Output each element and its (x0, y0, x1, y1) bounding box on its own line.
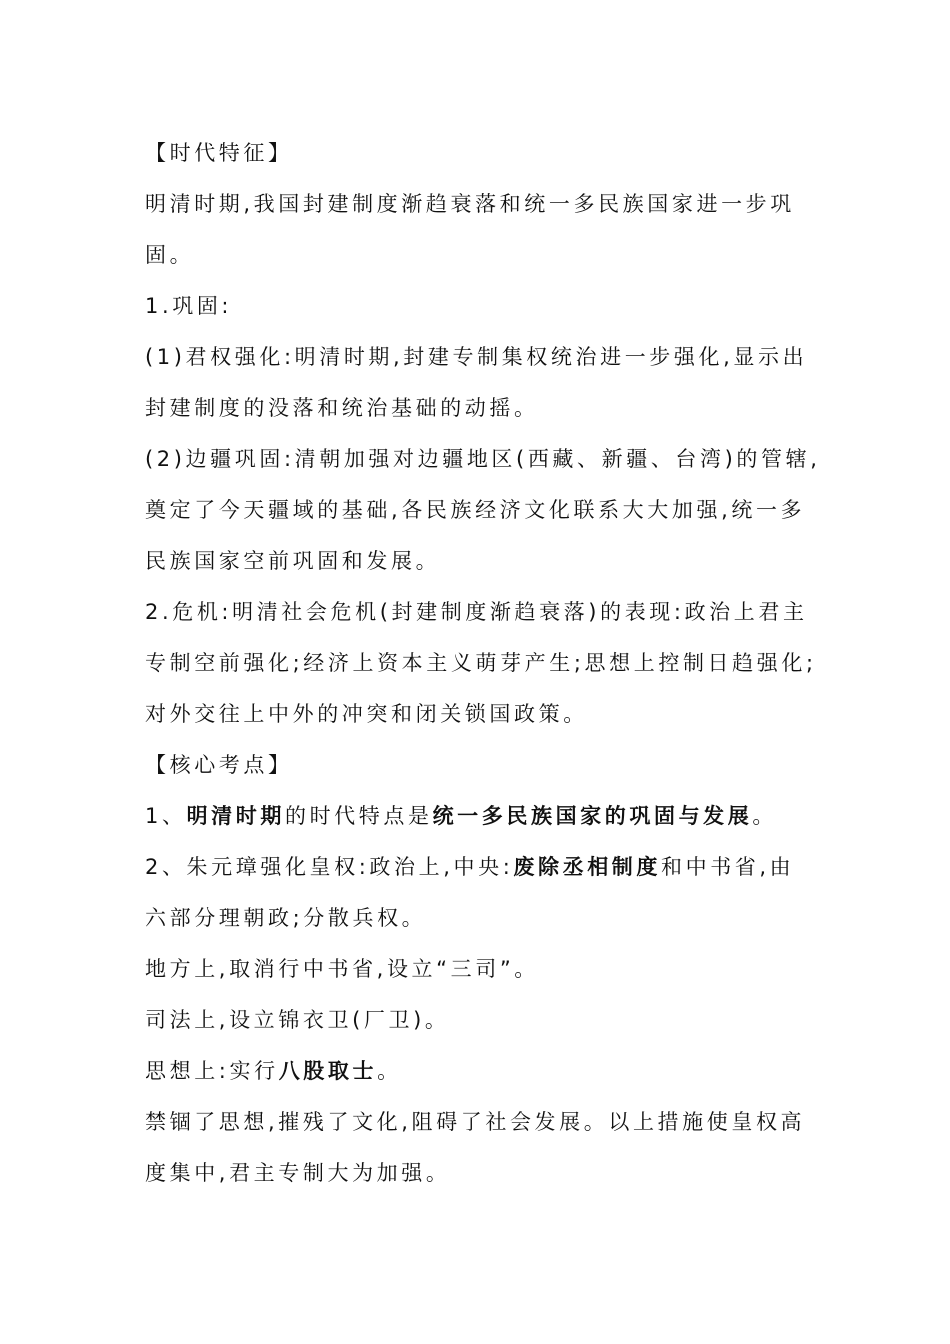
core-point-1-bold-feature: 统一多民族国家的巩固与发展 (432, 804, 753, 828)
core-point-thought (145, 1046, 815, 1097)
text-line: 1.巩固: (145, 294, 233, 318)
text-line: 六部分理朝政;分散兵权。 (145, 906, 427, 930)
text-line: 司法上,设立锦衣卫(厂卫)。 (145, 1008, 450, 1032)
text-line: 专制空前强化;经济上资本主义萌芽产生;思想上控制日趋强化; (145, 651, 817, 675)
core-point-2-text: 2、朱元璋强化皇权:政治上,中央: (145, 855, 514, 879)
core-point-2-bold: 废除丞相制度 (513, 855, 661, 879)
core-point-2-text-end: 和中书省,由 (661, 855, 795, 879)
text-line: 民族国家空前巩固和发展。 (145, 549, 441, 573)
thought-end: 。 (377, 1059, 402, 1083)
core-point-1-number: 1、 (145, 804, 187, 828)
section-heading-core-points: 【核心考点】 (145, 753, 293, 777)
text-line: 明清时期,我国封建制度渐趋衰落和统一多民族国家进一步巩 (145, 192, 795, 216)
text-line: 禁锢了思想,摧残了文化,阻碍了社会发展。以上措施使皇权高 (145, 1110, 806, 1134)
text-line: 地方上,取消行中书省,设立“三司”。 (145, 957, 539, 981)
core-point-1-text: 的时代特点是 (284, 804, 433, 828)
text-line: 2.危机:明清社会危机(封建制度渐趋衰落)的表现:政治上君主 (145, 600, 808, 624)
core-point-1-end: 。 (752, 804, 777, 828)
section-heading-era-features: 【时代特征】 (145, 141, 293, 165)
text-line: 度集中,君主专制大为加强。 (145, 1161, 451, 1185)
core-point-2 (145, 842, 815, 893)
text-line: 固。 (145, 243, 195, 267)
text-line: 封建制度的没落和统治基础的动摇。 (145, 396, 539, 420)
text-line: (1)君权强化:明清时期,封建专制集权统治进一步强化,显示出 (145, 345, 808, 369)
thought-bold: 八股取士 (278, 1059, 378, 1083)
core-point-1 (145, 791, 815, 842)
text-line: (2)边疆巩固:清朝加强对边疆地区(西藏、新疆、台湾)的管辖, (145, 447, 821, 471)
thought-text: 思想上:实行 (145, 1059, 279, 1083)
core-point-1-bold-period: 明清时期 (186, 804, 285, 828)
document-body (145, 128, 821, 1199)
text-line: 奠定了今天疆域的基础,各民族经济文化联系大大加强,统一多 (145, 498, 806, 522)
text-line: 对外交往上中外的冲突和闭关锁国政策。 (145, 702, 588, 726)
